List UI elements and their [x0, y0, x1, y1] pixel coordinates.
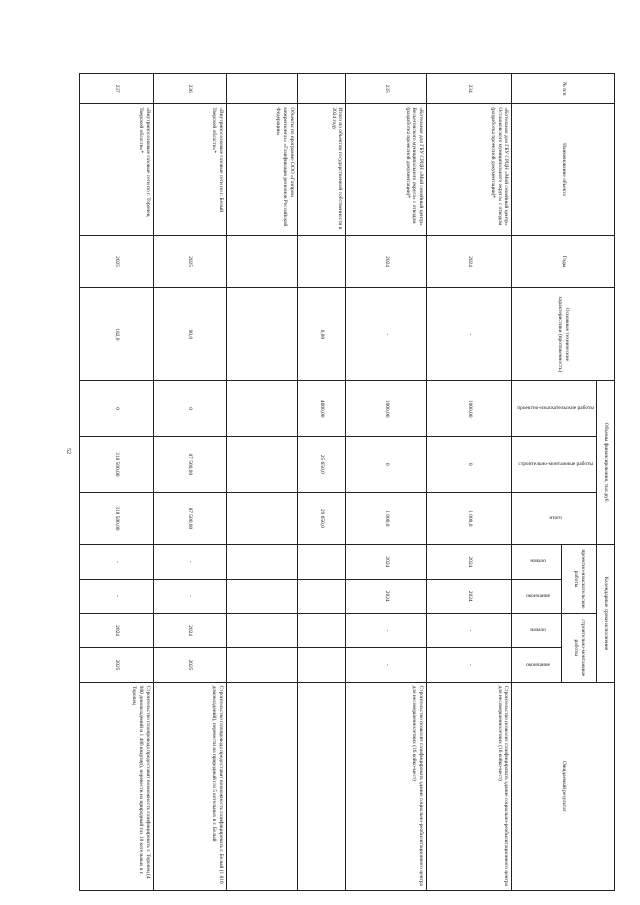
cell-specs: 0,00 [297, 288, 346, 381]
cell-design-end: - [153, 579, 226, 613]
cell-result: Строительство газопровода предоставит возможность газифицировать г. Торопец (4 980 домовладений и 1 480 квартир), перевести на природный газ 18 котельных в г. Торопец [80, 682, 153, 890]
cell-result: Строительство позволит газифицировать здание социально-реабилитационного центра для несовершеннолетних (16 койко-мест) [427, 682, 512, 890]
cell-result [226, 682, 297, 890]
cell-design: 0 [80, 381, 153, 437]
cell-design-start: - [80, 545, 153, 579]
cell-result: Строительство позволит газифицировать здание социально-реабилитационного центра для несовершеннолетних (16 койко-мест) [346, 682, 427, 890]
cell-name: «Котельная для ГБУ СРЦН «Мой семейный центр» Осташковского муниципального округа» с отводом (разработка проектной документации)* [427, 104, 512, 235]
table-row [297, 74, 346, 891]
cell-num [226, 74, 297, 104]
header-design-start: начало [512, 545, 561, 579]
header-design-cost: проектно-изыскательские работы [512, 381, 597, 437]
cell-years: 2024 [427, 235, 512, 288]
header-construction-end: окончание [512, 648, 561, 682]
cell-construction-end [226, 648, 297, 682]
cell-design: 1000,00 [427, 381, 512, 437]
cell-specs: 182,0 [80, 288, 153, 381]
cell-construction-start [297, 613, 346, 647]
cell-name: Итого по объектам государственной собственности в 2024 году [297, 104, 346, 235]
cell-design-end: 2024 [346, 579, 427, 613]
cell-total: 1 000,0 [346, 492, 427, 545]
cell-result [297, 682, 346, 890]
cell-design-end: 2024 [427, 579, 512, 613]
cell-construction-end: 2025 [80, 648, 153, 682]
cell-design-start: 2024 [427, 545, 512, 579]
header-schedule: Календарные сроки исполнения [597, 545, 615, 683]
cell-num: 237 [80, 74, 153, 104]
cell-design-start [297, 545, 346, 579]
cell-construction-start: - [427, 613, 512, 647]
cell-construction [226, 436, 297, 492]
cell-name: «Внутрипоселковые газовые сети по г. Белый Тверской области»* [153, 104, 226, 235]
cell-specs: 90,0 [153, 288, 226, 381]
header-total: итого [512, 492, 597, 545]
cell-construction-end [297, 648, 346, 682]
table-row [153, 74, 226, 891]
cell-num: 236 [153, 74, 226, 104]
table-row [226, 74, 297, 891]
cell-design-start: - [153, 545, 226, 579]
cell-construction-start [226, 613, 297, 647]
cell-num [297, 74, 346, 104]
cell-construction: 0 [346, 436, 427, 492]
cell-specs: - [346, 288, 427, 381]
cell-construction-end: - [427, 648, 512, 682]
cell-design-end [226, 579, 297, 613]
header-name: Наименование объекта [512, 104, 615, 235]
cell-num: 235 [346, 74, 427, 104]
rotated-table-wrapper [92, 73, 615, 891]
cell-construction: 87 500,00 [153, 436, 226, 492]
cell-design: 4000,00 [297, 381, 346, 437]
cell-num: 234 [427, 74, 512, 104]
cell-construction-end: - [346, 648, 427, 682]
header-construction-works: строительно-монтажные работы [561, 613, 596, 682]
cell-name: «Котельная для ГБУ СРЦН «Мой семейный центр» Весьегонского муниципального округа» с отводом (разработка проектной документации)* [346, 104, 427, 235]
header-design-end: окончание [512, 579, 561, 613]
header-financing: Объемы финансирования, тыс.руб. [597, 381, 615, 545]
table-row [427, 74, 512, 891]
table-row [80, 74, 153, 891]
cell-total: 87 500,00 [153, 492, 226, 545]
cell-total: 318 500,00 [80, 492, 153, 545]
header-construction-cost: строительно-монтажные работы [512, 436, 597, 492]
cell-construction-end: 2025 [153, 648, 226, 682]
header-num: № п/п [512, 74, 615, 104]
cell-years: 2024 [346, 235, 427, 288]
header-construction-start: начало [512, 613, 561, 647]
header-result: Ожидаемый результат [512, 682, 615, 890]
cell-design [226, 381, 297, 437]
cell-construction: 25 650,0 [297, 436, 346, 492]
cell-years [226, 235, 297, 288]
cell-result: Строительство газопровода предоставит возможность газифицировать г. Белый (1 810 домовладений), перевести на природный газ 5 котельных в г. Белый [153, 682, 226, 890]
cell-design-start: 2024 [346, 545, 427, 579]
financing-table [79, 73, 615, 891]
cell-name: Объекты по программе ООО «Газпром межрегионгаз» «Газификация регионов Российской Федерации» [226, 104, 297, 235]
header-specs: Основные технические характеристики (протяженность) [512, 288, 615, 381]
cell-total [226, 492, 297, 545]
cell-construction-start: - [346, 613, 427, 647]
cell-design-end: - [80, 579, 153, 613]
cell-design-start [226, 545, 297, 579]
header-design-works: проектно-изыскательские работы [561, 545, 596, 614]
cell-design-end [297, 579, 346, 613]
header-years: Годы [512, 235, 615, 288]
cell-construction: 318 500,00 [80, 436, 153, 492]
cell-years [297, 235, 346, 288]
cell-name: «Внутрипоселковые газовые сети по г. Торопец Тверской области»* [80, 104, 153, 235]
page-number: 52 [65, 448, 71, 454]
cell-years: 2025 [153, 235, 226, 288]
cell-total: 29 650,0 [297, 492, 346, 545]
cell-design: 1000,00 [346, 381, 427, 437]
cell-years: 2025 [80, 235, 153, 288]
cell-construction-start: 2024 [80, 613, 153, 647]
cell-specs [226, 288, 297, 381]
cell-construction-start: 2024 [153, 613, 226, 647]
table-row [346, 74, 427, 891]
cell-specs: - [427, 288, 512, 381]
cell-total: 1 000,0 [427, 492, 512, 545]
cell-construction: 0 [427, 436, 512, 492]
cell-design: 0 [153, 381, 226, 437]
